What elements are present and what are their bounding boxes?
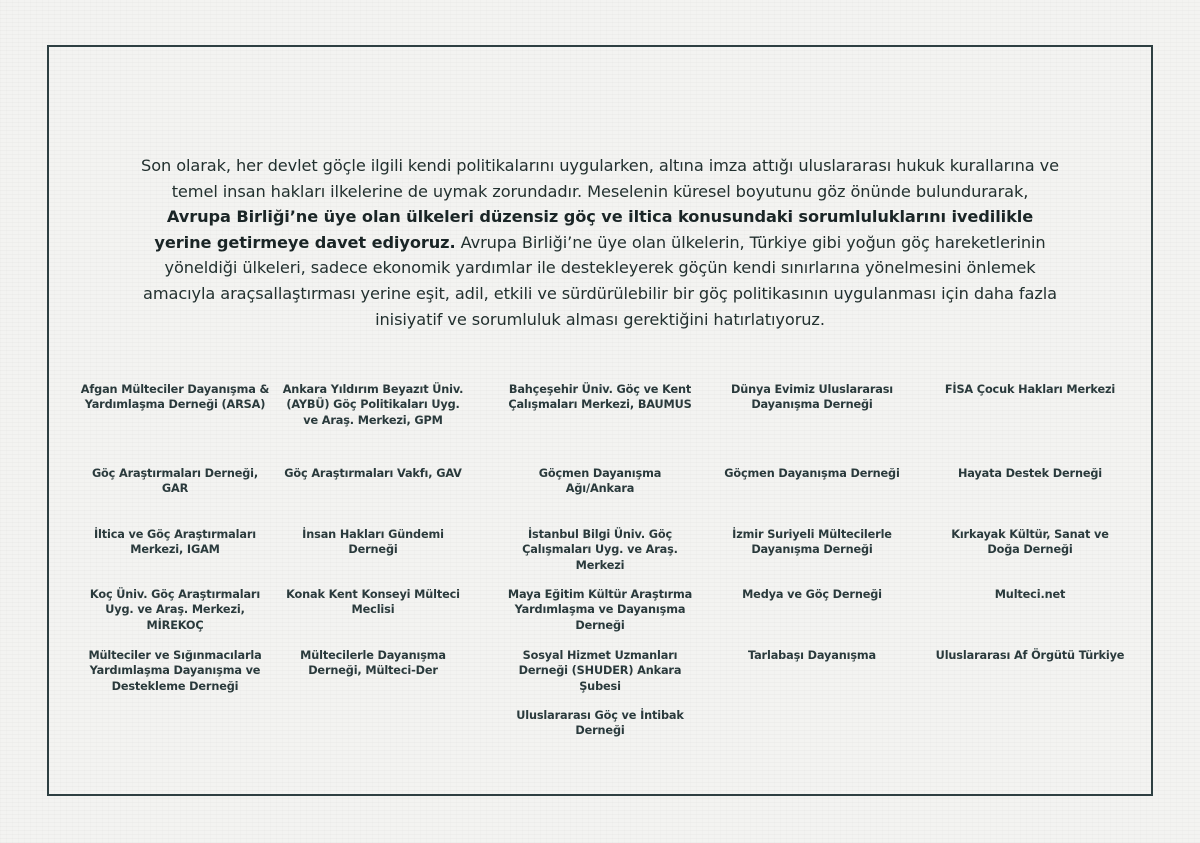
signatory-item: İzmir Suriyeli Mültecilerle Dayanışma Derneği [732,528,892,557]
signatory-item: FİSA Çocuk Hakları Merkezi [944,383,1116,396]
signatory-item: Medya ve Göç Derneği [742,588,882,601]
signatory-item: Maya Eğitim Kültür Araştırma Yardımlaşma ve Dayanışma Derneği [507,588,693,632]
signatory-item: Konak Kent Konseyi Mülteci Meclisi [286,588,460,617]
signatory-item: İnsan Hakları Gündemi Derneği [302,528,444,557]
signatory-item: Mülteciler ve Sığınmacılarla Yardımlaşma Dayanışma ve Destekleme Derneği [88,649,262,693]
signatory-item: Göç Araştırmaları Derneği, GAR [91,467,259,496]
statement-bold-call: Avrupa Birliği’ne üye olan ülkeleri düzensiz göç ve iltica konusundaki sorumluluklarını ivedilikle yerine getirmeye davet ediyoruz. [154,207,1034,252]
signatory-item: Mültecilerle Dayanışma Derneği, Mülteci-Der [300,649,446,678]
signatory-item: Bahçeşehir Üniv. Göç ve Kent Çalışmaları Merkezi, BAUMUS [508,383,692,412]
signatory-item: Sosyal Hizmet Uzmanları Derneği (SHUDER) Ankara Şubesi [518,649,682,693]
signatory-item: Dünya Evimiz Uluslararası Dayanışma Derneği [730,383,894,412]
signatory-item: Göçmen Dayanışma Ağı/Ankara [538,467,662,496]
signatory-item: Multeci.net [994,588,1066,601]
signatory-item: Uluslararası Af Örgütü Türkiye [935,649,1125,662]
signatory-item: Hayata Destek Derneği [957,467,1103,480]
signatory-item: Afgan Mülteciler Dayanışma & Yardımlaşma Derneği (ARSA) [80,383,270,412]
signatory-item: Uluslararası Göç ve İntibak Derneği [516,709,684,738]
statement-text-1: Son olarak, her devlet göçle ilgili kendi politikalarını uygularken, altına imza attığı uluslararası hukuk kurallarına ve temel insan hakları ilkelerine de uymak zorundadır. Meselenin küresel boyutunu göz önünde bulundurarak, [141,156,1059,201]
signatory-item: Ankara Yıldırım Beyazıt Üniv. (AYBÜ) Göç Politikaları Uyg. ve Araş. Merkezi, GPM [282,383,464,427]
signatory-item: Koç Üniv. Göç Araştırmaları Uyg. ve Araş. Merkezi, MİREKOÇ [89,588,261,632]
statement-paragraph [140,153,1060,332]
signatory-item: İltica ve Göç Araştırmaları Merkezi, IGAM [93,528,256,557]
signatory-item: İstanbul Bilgi Üniv. Göç Çalışmaları Uyg. ve Araş. Merkezi [522,528,678,572]
signatory-item: Tarlabaşı Dayanışma [747,649,876,662]
statement-text-2: Avrupa Birliği’ne üye olan ülkelerin, Türkiye gibi yoğun göç hareketlerinin yöneldiği ülkeleri, sadece ekonomik yardımlar ile destekleyerek göçün kendi sınırlarına yönelmesini önlemek amacıyla araçsallaştırması yerine eşit, adil, etkili ve sürdürülebilir bir göç politikasının uygulanması için daha fazla inisiyatif ve sorumluluk alması gerektiğini hatırlatıyoruz. [143,232,1057,329]
signatory-item: Göç Araştırmaları Vakfı, GAV [284,467,462,480]
signatory-item: Kırkayak Kültür, Sanat ve Doğa Derneği [951,528,1109,557]
signatory-item: Göçmen Dayanışma Derneği [724,467,900,480]
